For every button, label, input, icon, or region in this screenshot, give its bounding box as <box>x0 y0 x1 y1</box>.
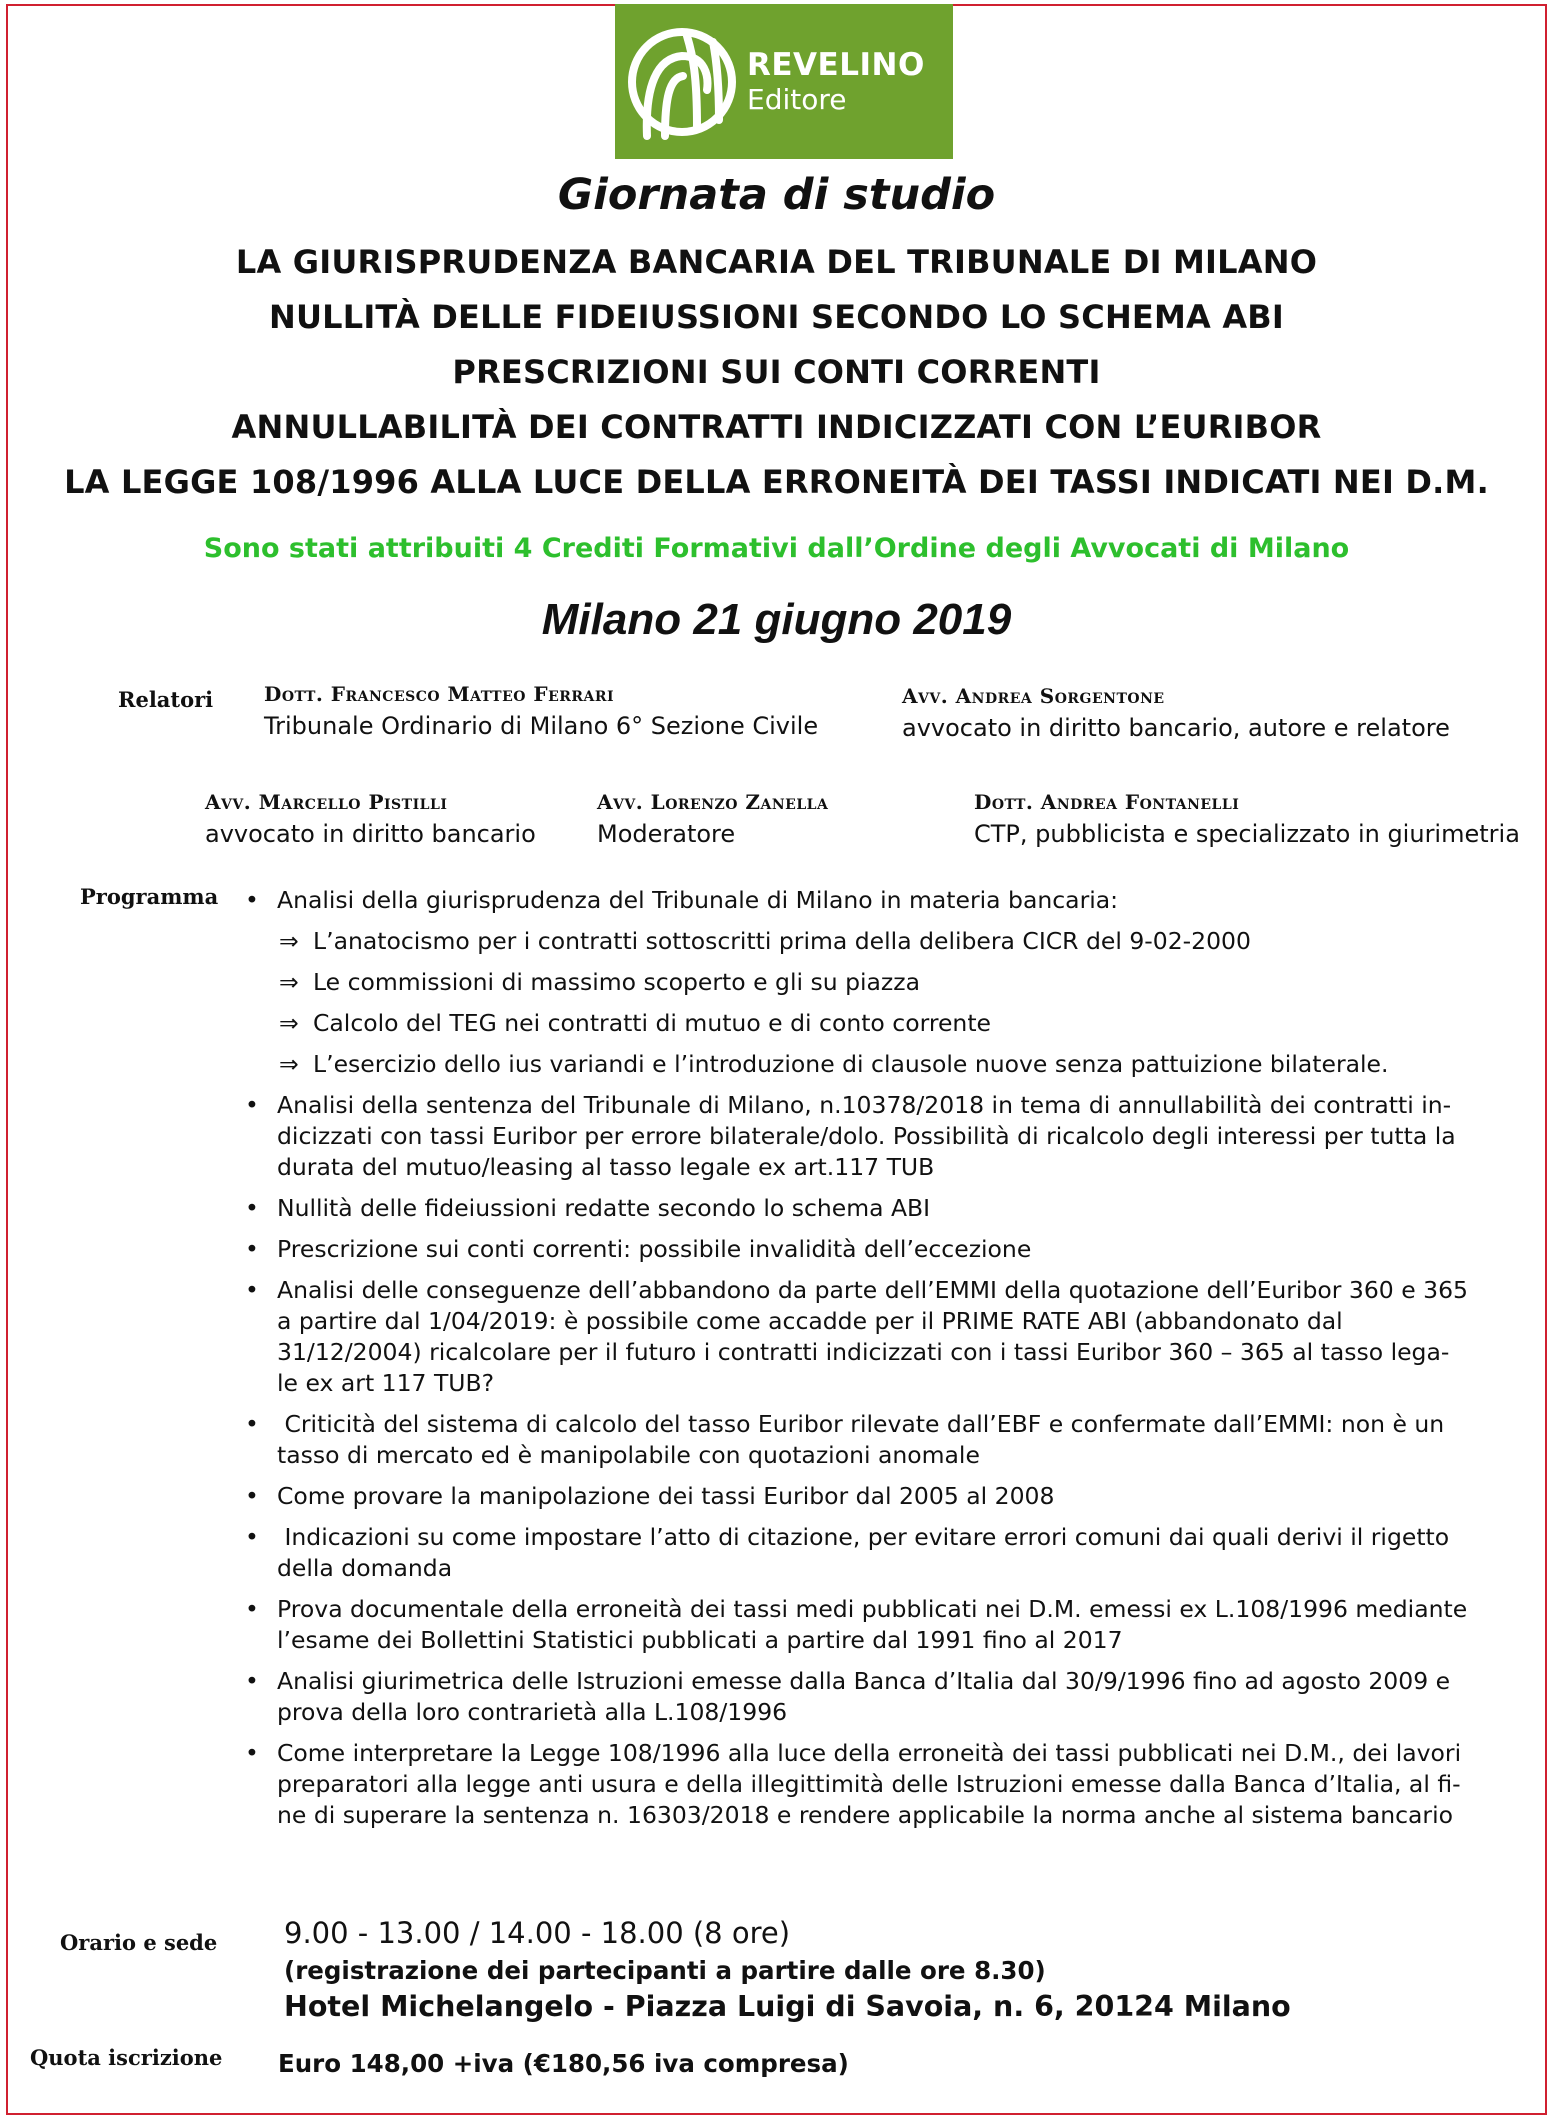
bullet-icon: • <box>245 1194 259 1222</box>
logo-name: REVELINO <box>747 47 925 83</box>
arrow-right-icon: ⇒ <box>279 927 299 955</box>
bullet-icon: • <box>245 1523 259 1551</box>
program-subitem <box>277 967 1540 998</box>
program-item <box>240 1738 1540 1831</box>
orario-time: 9.00 - 13.00 / 14.00 - 18.00 (8 ore) <box>284 1916 791 1950</box>
speaker-role: avvocato in diritto bancario <box>205 820 536 848</box>
quota-price: Euro 148,00 +iva (€180,56 iva compresa) <box>278 2049 849 2078</box>
program-item-text: Come provare la manipolazione dei tassi Euribor dal 2005 al 2008 <box>277 1482 1055 1510</box>
program-item <box>240 1522 1540 1584</box>
speaker <box>902 684 1450 742</box>
credits-note: Sono stati attribuiti 4 Crediti Formativi dall’Ordine degli Avvocati di Milano <box>203 533 1350 564</box>
event-date: Milano 21 giugno 2019 <box>541 595 1012 644</box>
program-item <box>240 885 1540 1080</box>
arrow-right-icon: ⇒ <box>279 1009 299 1037</box>
program-subitem <box>277 1049 1540 1080</box>
arrow-right-icon: ⇒ <box>279 968 299 996</box>
speaker-name: Avv. Lorenzo Zanella <box>597 790 829 814</box>
venue: Hotel Michelangelo - Piazza Luigi di Savoia, n. 6, 20124 Milano <box>284 1990 1291 2023</box>
speaker <box>597 790 828 848</box>
speaker <box>264 682 818 740</box>
event-title-line: PRESCRIZIONI SUI CONTI CORRENTI <box>452 353 1101 391</box>
program-item <box>240 1193 1540 1224</box>
event-title-line: NULLITÀ DELLE FIDEIUSSIONI SECONDO LO SCHEMA ABI <box>268 298 1285 336</box>
program-item <box>240 1234 1540 1265</box>
bullet-icon: • <box>245 1667 259 1695</box>
orario-label: Orario e sede <box>60 1930 218 1955</box>
program-item-text: Prova documentale della erroneità dei tassi medi pubblicati nei D.M. emessi ex L.108/1996 mediante l’esame dei Bollettini Statistici pubblicati a partire dal 1991 fino al 2017 <box>277 1595 1468 1654</box>
bullet-icon: • <box>245 1235 259 1263</box>
logo-sub: Editore <box>747 83 847 116</box>
speaker-role: Moderatore <box>597 820 736 848</box>
arrow-right-icon: ⇒ <box>279 1050 299 1078</box>
program-item-text: Criticità del sistema di calcolo del tasso Euribor rilevate dall’EBF e confermate dall’EMMI: non è un tasso di mercato ed è manipolabile con quotazioni anomale <box>277 1410 1445 1469</box>
speaker-role: CTP, pubblicista e specializzato in giurimetria <box>974 820 1520 848</box>
program-item-text: Nullità delle fideiussioni redatte secondo lo schema ABI <box>277 1194 931 1222</box>
program-subitem <box>277 1008 1540 1039</box>
program-item <box>240 1666 1540 1728</box>
speaker-role: Tribunale Ordinario di Milano 6° Sezione Civile <box>264 712 819 740</box>
program-item-text: Analisi delle conseguenze dell’abbandono da parte dell’EMMI della quotazione dell’Euribor 360 e 365 a partire dal 1/04/2019: è possibile come accadde per il PRIME RATE ABI (abbandonato dal 31/12/2004) ricalcolare per il futuro i contratti indicizzati con i tassi Euribor 360 – 365 al tasso lega- le ex art 117 TUB? <box>277 1276 1468 1397</box>
bullet-icon: • <box>245 1482 259 1510</box>
speaker <box>205 790 536 848</box>
revelino-logo-icon <box>627 16 737 148</box>
relatori-label: Relatori <box>118 687 214 712</box>
program-item-text: Analisi giurimetrica delle Istruzioni emesse dalla Banca d’Italia dal 30/9/1996 fino ad agosto 2009 e prova della loro contrarietà alla L.108/1996 <box>277 1667 1451 1726</box>
program-subitem-text: L’anatocismo per i contratti sottoscritti prima della delibera CICR del 9-02-2000 <box>313 927 1251 955</box>
speaker-name: Avv. Marcello Pistilli <box>205 790 448 814</box>
program-item <box>240 1090 1540 1183</box>
speaker-name: Dott. Andrea Fontanelli <box>974 790 1240 814</box>
speaker-name: Avv. Andrea Sorgentone <box>902 684 1165 708</box>
program-item-text: Indicazioni su come impostare l’atto di citazione, per evitare errori comuni dai quali derivi il rigetto della domanda <box>277 1523 1450 1582</box>
programma-list <box>240 885 1540 1841</box>
program-item <box>240 1481 1540 1512</box>
programma-label: Programma <box>80 884 219 909</box>
program-subitem <box>277 926 1540 957</box>
event-subtitle: Giornata di studio <box>557 170 996 220</box>
bullet-icon: • <box>245 1595 259 1623</box>
program-sublist <box>277 926 1540 1080</box>
event-title-line: LA GIURISPRUDENZA BANCARIA DEL TRIBUNALE DI MILANO <box>235 243 1318 281</box>
program-item-text: Analisi della sentenza del Tribunale di Milano, n.10378/2018 in tema di annullabilità dei contratti in- dicizzati con tassi Euribor per errore bilaterale/dolo. Possibilità di ricalcolo degli interessi per tutta la durata del mutuo/leasing al tasso legale ex art.117 TUB <box>277 1091 1456 1181</box>
orario-registration: (registrazione dei partecipanti a partire dalle ore 8.30) <box>284 1956 1046 1985</box>
speaker-role: avvocato in diritto bancario, autore e relatore <box>902 714 1450 742</box>
program-item <box>240 1275 1540 1399</box>
program-item <box>240 1594 1540 1656</box>
program-item <box>240 1409 1540 1471</box>
quota-label: Quota iscrizione <box>30 2045 223 2070</box>
program-item-text: Analisi della giurisprudenza del Tribunale di Milano in materia bancaria: <box>277 886 1119 914</box>
bullet-icon: • <box>245 1410 259 1438</box>
bullet-icon: • <box>245 1091 259 1119</box>
bullet-icon: • <box>245 1276 259 1304</box>
event-title-line: LA LEGGE 108/1996 ALLA LUCE DELLA ERRONEITÀ DEI TASSI INDICATI NEI D.M. <box>64 463 1489 501</box>
revelino-logo <box>615 4 953 159</box>
bullet-icon: • <box>245 886 259 914</box>
program-subitem-text: Calcolo del TEG nei contratti di mutuo e di conto corrente <box>313 1009 991 1037</box>
event-title-line: ANNULLABILITÀ DEI CONTRATTI INDICIZZATI CON L’EURIBOR <box>231 408 1322 446</box>
program-item-text: Come interpretare la Legge 108/1996 alla luce della erroneità dei tassi pubblicati nei D.M., dei lavori preparatori alla legge anti usura e della illegittimità delle Istruzioni emesse dalla Banca d’Italia, al fi- ne di superare la sentenza n. 16303/2018 e rendere applicabile la norma anche al sistema bancario <box>277 1739 1462 1829</box>
speaker-name: Dott. Francesco Matteo Ferrari <box>264 682 615 706</box>
bullet-icon: • <box>245 1739 259 1767</box>
program-subitem-text: L’esercizio dello ius variandi e l’introduzione di clausole nuove senza pattuizione bilaterale. <box>313 1050 1389 1078</box>
program-item-text: Prescrizione sui conti correnti: possibile invalidità dell’eccezione <box>277 1235 1032 1263</box>
speaker <box>974 790 1520 848</box>
program-subitem-text: Le commissioni di massimo scoperto e gli su piazza <box>313 968 921 996</box>
